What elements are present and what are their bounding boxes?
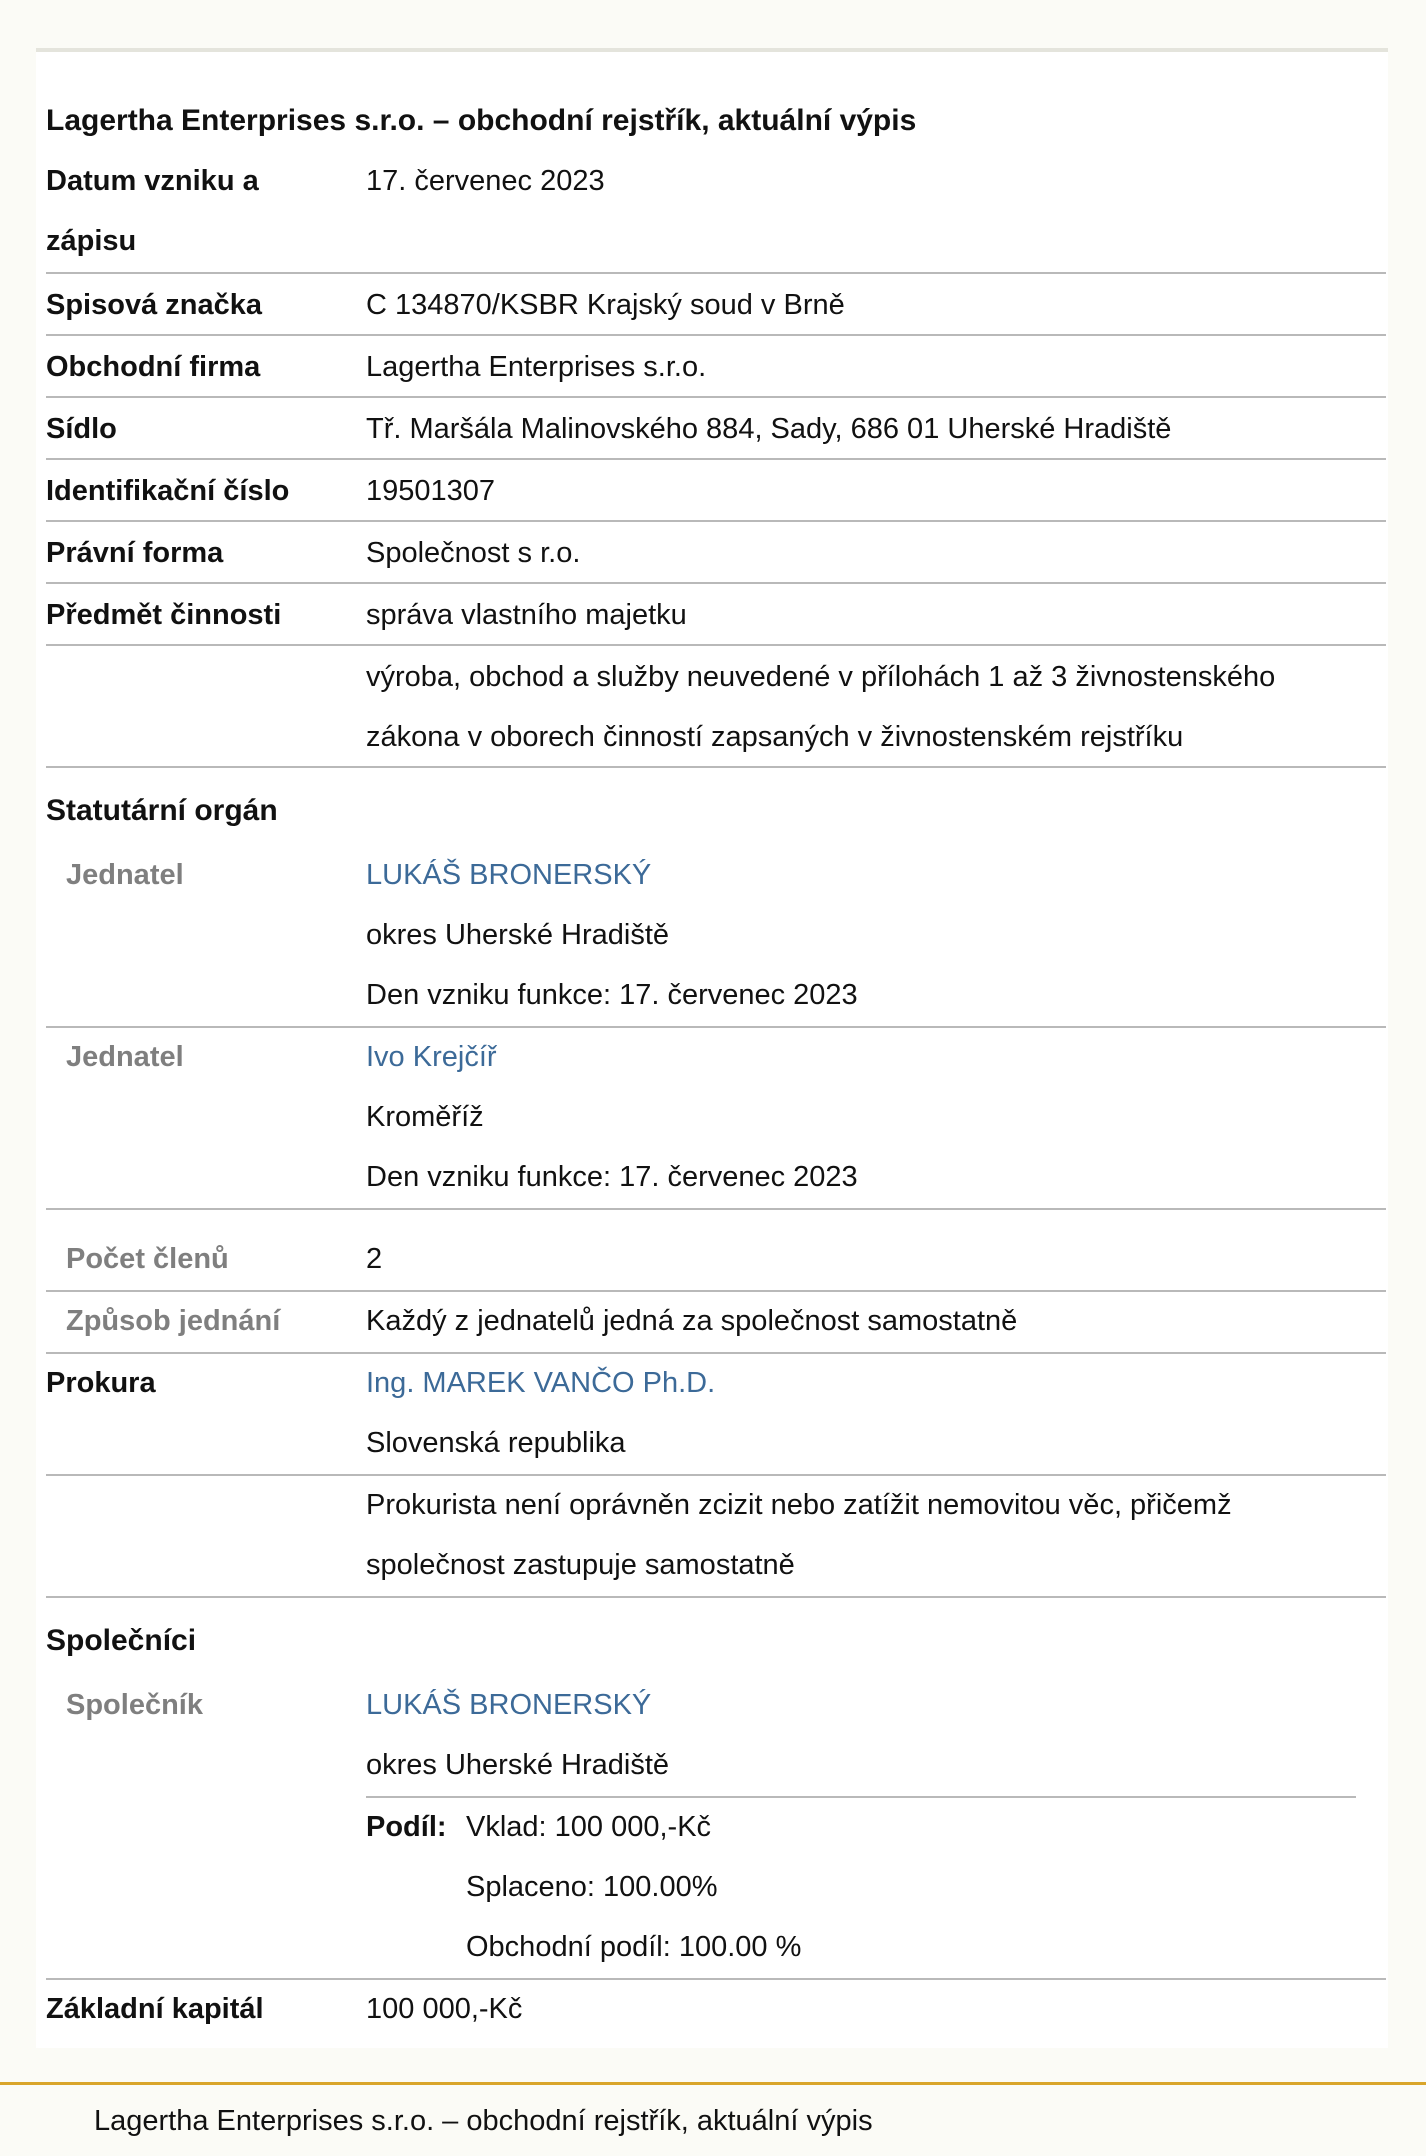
spolecnik-place: okres Uherské Hradiště bbox=[366, 1749, 669, 1781]
spisova-value: C 134870/KSBR Krajský soud v Brně bbox=[366, 289, 845, 321]
divider bbox=[46, 334, 1386, 336]
kapital-label: Základní kapitál bbox=[46, 1993, 264, 2025]
divider bbox=[46, 1026, 1386, 1028]
divider bbox=[46, 582, 1386, 584]
pocet-clenu-value: 2 bbox=[366, 1243, 383, 1275]
divider bbox=[46, 644, 1386, 646]
divider bbox=[46, 520, 1386, 522]
forma-value: Společnost s r.o. bbox=[366, 537, 581, 569]
spisova-label: Spisová značka bbox=[46, 289, 262, 321]
sidlo-label: Sídlo bbox=[46, 413, 117, 445]
divider bbox=[46, 396, 1386, 398]
ico-label: Identifikační číslo bbox=[46, 475, 290, 507]
divider bbox=[46, 272, 1386, 274]
obchodni-podil-value: Obchodní podíl: 100.00 % bbox=[466, 1931, 802, 1963]
footer-divider bbox=[0, 2082, 1426, 2085]
pocet-clenu-label: Počet členů bbox=[66, 1243, 229, 1275]
jednatel-place: okres Uherské Hradiště bbox=[366, 919, 669, 951]
ico-value: 19501307 bbox=[366, 475, 496, 507]
firma-label: Obchodní firma bbox=[46, 351, 261, 383]
predmet-label: Předmět činnosti bbox=[46, 599, 282, 631]
predmet-value-2-cont: zákona v oborech činností zapsaných v živnostenském rejstříku bbox=[366, 721, 1184, 753]
zpusob-jednani-label: Způsob jednání bbox=[66, 1305, 281, 1337]
jednatel-role: Jednatel bbox=[66, 859, 184, 891]
spolecnik-role: Společník bbox=[66, 1689, 203, 1721]
divider bbox=[46, 1474, 1386, 1476]
spolecnici-heading: Společníci bbox=[46, 1624, 197, 1657]
firma-value: Lagertha Enterprises s.r.o. bbox=[366, 351, 707, 383]
jednatel-name-link[interactable]: LUKÁŠ BRONERSKÝ bbox=[366, 859, 652, 891]
footer-title: Lagertha Enterprises s.r.o. – obchodní rejstřík, aktuální výpis bbox=[94, 2105, 873, 2137]
prokurista-name-link[interactable]: Ing. MAREK VANČO Ph.D. bbox=[366, 1367, 716, 1399]
page-title: Lagertha Enterprises s.r.o. – obchodní rejstřík, aktuální výpis bbox=[46, 104, 917, 137]
sidlo-value: Tř. Maršála Malinovského 884, Sady, 686 01 Uherské Hradiště bbox=[366, 413, 1172, 445]
splaceno-value: Splaceno: 100.00% bbox=[466, 1871, 718, 1903]
zpusob-jednani-value: Každý z jednatelů jedná za společnost samostatně bbox=[366, 1305, 1018, 1337]
jednatel-role: Jednatel bbox=[66, 1041, 184, 1073]
extract-card bbox=[36, 48, 1388, 2048]
statutarni-heading: Statutární orgán bbox=[46, 794, 278, 827]
divider bbox=[46, 1290, 1386, 1292]
jednatel-since: Den vzniku funkce: 17. červenec 2023 bbox=[366, 979, 858, 1011]
divider bbox=[46, 1208, 1386, 1210]
prokurista-place: Slovenská republika bbox=[366, 1427, 626, 1459]
datum-label: Datum vzniku a bbox=[46, 165, 259, 197]
divider bbox=[46, 1978, 1386, 1980]
datum-value: 17. červenec 2023 bbox=[366, 165, 605, 197]
datum-label-cont: zápisu bbox=[46, 225, 137, 257]
forma-label: Právní forma bbox=[46, 537, 224, 569]
prokura-note: Prokurista není oprávněn zcizit nebo zatížit nemovitou věc, přičemž bbox=[366, 1489, 1232, 1521]
divider bbox=[46, 766, 1386, 768]
divider bbox=[46, 1352, 1386, 1354]
jednatel-name-link[interactable]: Ivo Krejčíř bbox=[366, 1041, 497, 1073]
vklad-value: Vklad: 100 000,-Kč bbox=[466, 1811, 712, 1843]
jednatel-since: Den vzniku funkce: 17. červenec 2023 bbox=[366, 1161, 858, 1193]
predmet-value-2: výroba, obchod a služby neuvedené v přílohách 1 až 3 živnostenského bbox=[366, 661, 1276, 693]
spolecnik-name-link[interactable]: LUKÁŠ BRONERSKÝ bbox=[366, 1689, 652, 1721]
divider bbox=[46, 1596, 1386, 1598]
divider bbox=[366, 1796, 1356, 1798]
jednatel-place: Kroměříž bbox=[366, 1101, 484, 1133]
podil-label: Podíl: bbox=[366, 1811, 447, 1843]
prokura-label: Prokura bbox=[46, 1367, 156, 1399]
divider bbox=[46, 458, 1386, 460]
predmet-value: správa vlastního majetku bbox=[366, 599, 687, 631]
prokura-note-cont: společnost zastupuje samostatně bbox=[366, 1549, 795, 1581]
kapital-value: 100 000,-Kč bbox=[366, 1993, 523, 2025]
